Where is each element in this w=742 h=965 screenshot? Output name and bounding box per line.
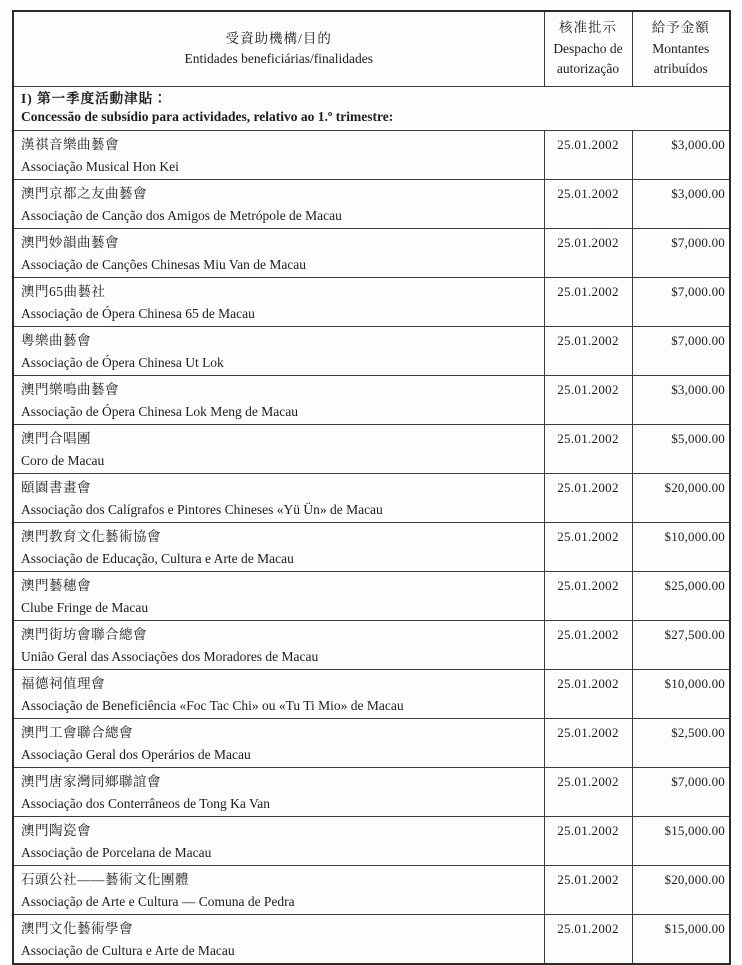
table-row [13, 473, 730, 522]
entity-name-zh: 澳門工會聯合總會 [21, 724, 133, 740]
date-cell: 25.01.2002 [544, 914, 632, 964]
entity-name-pt: Associação de Ópera Chinesa Ut Lok [21, 354, 224, 370]
date-cell: 25.01.2002 [544, 228, 632, 277]
entity-name-pt: Associação Musical Hon Kei [21, 158, 179, 174]
entity-name-pt: Associação de Arte e Cultura — Comuna de Pedra [21, 893, 295, 909]
entity-name-zh: 澳門合唱團 [21, 430, 91, 446]
section-row [13, 86, 730, 130]
entity-cell [13, 522, 544, 571]
date-cell: 25.01.2002 [544, 865, 632, 914]
amount-cell: $15,000.00 [632, 816, 730, 865]
table-row [13, 816, 730, 865]
entity-name-pt: Associação de Canções Chinesas Miu Van de Macau [21, 256, 307, 272]
entity-cell [13, 767, 544, 816]
column-header-montantes-pt: Montantes atribuídos [652, 40, 710, 76]
entity-cell [13, 620, 544, 669]
column-header-despacho-pt: Despacho de autorização [553, 40, 623, 76]
date-cell: 25.01.2002 [544, 767, 632, 816]
table-row [13, 718, 730, 767]
entity-name-zh: 澳門65曲藝社 [21, 283, 106, 299]
entity-name-zh: 澳門妙韻曲藝會 [21, 234, 119, 250]
section-title-pt: Concessão de subsídio para actividades, relativo ao 1.º trimestre: [21, 108, 394, 124]
entity-cell [13, 130, 544, 179]
table-row [13, 130, 730, 179]
date-cell: 25.01.2002 [544, 375, 632, 424]
entity-name-zh: 頤園書畫會 [21, 479, 91, 495]
entity-name-zh: 澳門京都之友曲藝會 [21, 185, 147, 201]
entity-name-pt: Associação de Beneficiência «Foc Tac Chi» ou «Tu Ti Mio» de Macau [21, 697, 404, 713]
entity-name-zh: 澳門陶瓷會 [21, 822, 91, 838]
amount-cell: $5,000.00 [632, 424, 730, 473]
entity-cell [13, 424, 544, 473]
date-cell: 25.01.2002 [544, 522, 632, 571]
date-cell: 25.01.2002 [544, 473, 632, 522]
column-header-montantes [632, 11, 730, 86]
entity-cell [13, 228, 544, 277]
entity-name-pt: Associação dos Calígrafos e Pintores Chineses «Yü Ün» de Macau [21, 501, 383, 517]
amount-cell: $7,000.00 [632, 767, 730, 816]
entity-cell [13, 816, 544, 865]
amount-cell: $10,000.00 [632, 669, 730, 718]
amount-cell: $27,500.00 [632, 620, 730, 669]
date-cell: 25.01.2002 [544, 424, 632, 473]
table-row [13, 424, 730, 473]
date-cell: 25.01.2002 [544, 277, 632, 326]
date-cell: 25.01.2002 [544, 816, 632, 865]
section-title-zh: I) 第一季度活動津貼： [21, 90, 168, 106]
entity-cell [13, 277, 544, 326]
table-row [13, 228, 730, 277]
entity-name-zh: 澳門文化藝術學會 [21, 920, 133, 936]
column-header-entities-pt: Entidades beneficiárias/finalidades [184, 50, 374, 66]
amount-cell: $20,000.00 [632, 865, 730, 914]
amount-cell: $3,000.00 [632, 130, 730, 179]
entity-name-pt: Coro de Macau [21, 452, 105, 468]
entity-cell [13, 179, 544, 228]
date-cell: 25.01.2002 [544, 571, 632, 620]
table-row [13, 669, 730, 718]
entity-cell [13, 865, 544, 914]
entity-name-zh: 粵樂曲藝會 [21, 332, 91, 348]
entity-name-zh: 澳門教育文化藝術協會 [21, 528, 161, 544]
entity-name-zh: 澳門街坊會聯合總會 [21, 626, 147, 642]
amount-cell: $10,000.00 [632, 522, 730, 571]
amount-cell: $3,000.00 [632, 375, 730, 424]
entity-name-pt: Associação de Cultura e Arte de Macau [21, 942, 235, 958]
entity-name-pt: Associação de Ópera Chinesa Lok Meng de Macau [21, 403, 299, 419]
entity-name-zh: 澳門藝穗會 [21, 577, 91, 593]
entity-name-pt: Clube Fringe de Macau [21, 599, 149, 615]
subsidy-table [12, 10, 731, 965]
entity-name-zh: 福德祠值理會 [21, 675, 105, 691]
entity-name-pt: Associação de Canção dos Amigos de Metrópole de Macau [21, 207, 342, 223]
table-row [13, 914, 730, 964]
amount-cell: $3,000.00 [632, 179, 730, 228]
entity-cell [13, 326, 544, 375]
entity-name-pt: Associação de Educação, Cultura e Arte de Macau [21, 550, 294, 566]
entity-name-zh: 石頭公社——藝術文化團體 [21, 871, 189, 887]
entity-name-pt: Associação de Porcelana de Macau [21, 844, 212, 860]
table-body [13, 86, 730, 964]
amount-cell: $20,000.00 [632, 473, 730, 522]
table-row [13, 620, 730, 669]
entity-name-pt: Associação de Ópera Chinesa 65 de Macau [21, 305, 255, 321]
table-row [13, 277, 730, 326]
entity-name-zh: 澳門樂鳴曲藝會 [21, 381, 119, 397]
date-cell: 25.01.2002 [544, 620, 632, 669]
table-header [13, 11, 730, 86]
amount-cell: $7,000.00 [632, 326, 730, 375]
table-row [13, 179, 730, 228]
entity-name-zh: 澳門唐家灣同鄉聯誼會 [21, 773, 161, 789]
date-cell: 25.01.2002 [544, 179, 632, 228]
table-row [13, 865, 730, 914]
amount-cell: $15,000.00 [632, 914, 730, 964]
entity-name-pt: Associação dos Conterrâneos de Tong Ka Van [21, 795, 270, 811]
amount-cell: $7,000.00 [632, 228, 730, 277]
table-row [13, 767, 730, 816]
column-header-entities [13, 11, 544, 86]
amount-cell: $25,000.00 [632, 571, 730, 620]
entity-cell [13, 718, 544, 767]
table-row [13, 326, 730, 375]
amount-cell: $7,000.00 [632, 277, 730, 326]
column-header-despacho-zh: 核准批示 [559, 20, 617, 36]
section-cell [13, 86, 730, 130]
entity-cell [13, 571, 544, 620]
table-row [13, 571, 730, 620]
column-header-montantes-zh: 給予金額 [651, 20, 710, 36]
date-cell: 25.01.2002 [544, 130, 632, 179]
entity-name-pt: Associação Geral dos Operários de Macau [21, 746, 251, 762]
entity-name-zh: 漢祺音樂曲藝會 [21, 136, 119, 152]
column-header-entities-zh: 受資助機構/目的 [225, 30, 332, 46]
date-cell: 25.01.2002 [544, 326, 632, 375]
entity-cell [13, 914, 544, 964]
entity-cell [13, 473, 544, 522]
date-cell: 25.01.2002 [544, 669, 632, 718]
amount-cell: $2,500.00 [632, 718, 730, 767]
entity-name-pt: União Geral das Associações dos Moradores de Macau [21, 648, 319, 664]
entity-cell [13, 669, 544, 718]
date-cell: 25.01.2002 [544, 718, 632, 767]
table-row [13, 522, 730, 571]
column-header-despacho [544, 11, 632, 86]
table-row [13, 375, 730, 424]
entity-cell [13, 375, 544, 424]
